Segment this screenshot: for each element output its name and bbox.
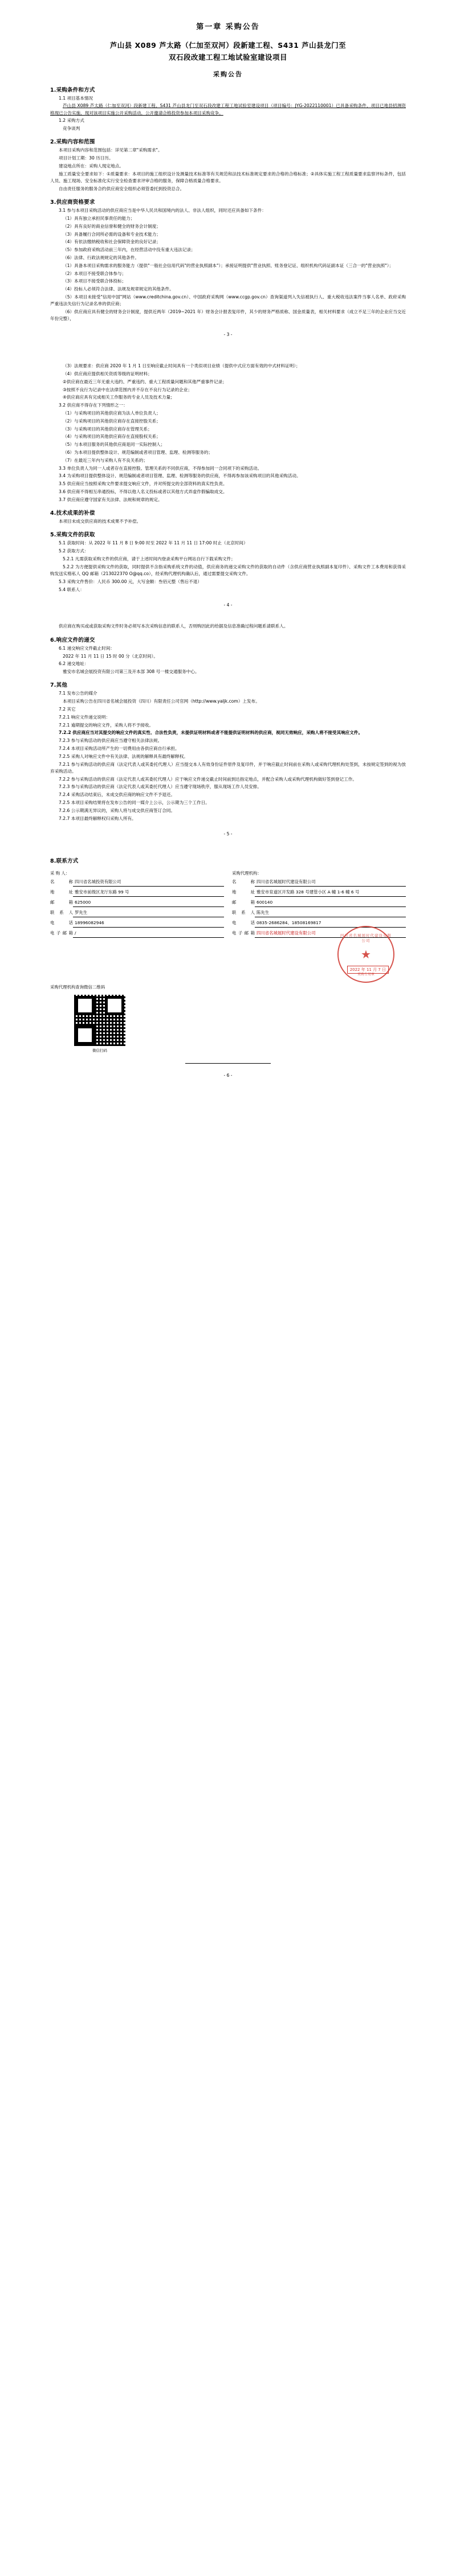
para: 项目计划工期：30 历日历。 [59,155,113,161]
para: 7.2.1 响应文件递交说明： [59,714,111,720]
para: （5）本项目未接受"信用中国"网站（www.creditchina.gov.cn）、中国政府采购网（www.ccgp.gov.cn）查询渠道列入失信被执行人、重大税收违法案件当事人名单、政府采购严重违法失信行为记录名单的供应商； [50,294,406,307]
para: （2）本项目不接受联合体参与； [63,270,127,276]
field-label: 电话 [50,920,73,925]
field-label: 电话 [232,920,255,925]
page-1 [0,20,456,337]
para: 3.6 供应商不得相互串通投标，不得以他人名义投标或者以其他方式弄虚作假骗取成交。 [59,489,227,494]
field-label: 名称 [50,879,73,884]
contact-row [232,910,406,917]
para: 7.2.4 采购活动结束后，未成交供应商的响应文件不予退还。 [59,792,175,798]
para: 6.2 递交地址： [59,661,89,667]
field-label: 联系人 [50,909,73,915]
para: （4）供应商应提供相关资质等级的证明材料； [63,371,152,377]
page-number: - 5 - [223,831,233,836]
para: 建设地点所在：采购人现定地点。 [59,163,124,169]
page-number: - 4 - [223,602,233,608]
contact-row [50,889,224,897]
section-heading-1: 1.采购条件和方式 [50,87,95,93]
section-heading-3: 3.供应商资格要求 [50,199,95,206]
field-value: / [73,930,224,938]
document-subtitle: 采购公告 [213,70,243,78]
section-heading-5: 5.采购文件的获取 [50,532,95,539]
para: （6）为本项目提供整体设计、规范编制或者项目管理、监理、检测等服务的； [63,449,213,455]
agency-column [232,870,406,975]
contact-heading: 8.联系方式 [50,858,79,864]
para: （3）与采购项目的其他供应商存在管理关系； [63,426,152,432]
para: （1）具备本项目采购需求的服务能力（提供"一般社会信用代码"的营业执照副本"）；承接证明提供"营业执照、账务登记证、组织机构代码证副本证（三合一的"营业执照"）； [63,262,394,268]
section-heading-2: 2.采购内容和范围 [50,139,95,146]
para: 3.7 供应商应遵守国家有关法律、法规和规章的规定。 [59,497,162,502]
para: 1.1 项目基本情况 [59,95,93,101]
para: （6）供应商应具有健全的财务会计制度，提供近两年（2019~2021 年）财务会计报表复印件，其少的财务严格质称、国金质量表，相关材料要求（成立不足三年的企业应当交近年份完整）， [50,309,406,322]
para: ④供应商应具有完成相关工作服务的专业人员及技术力量； [63,395,175,400]
para: 7.2.3 参与采购活动的供应商应当遵守相关法律法规。 [59,738,162,744]
para: （3）本项目不接受联合体投标； [63,278,127,284]
para: 7.2.4 本项目采购活动所产生的一切费用由各供应商自行承担。 [59,746,180,751]
para: 本项目未成交供应商的技术成果不予补偿。 [59,519,141,524]
para: 7.2.3 参与采购活动的供应商（法定代表人或其委托代理人）应当遵守现场秩序，服从现场工作人员安排。 [59,784,262,790]
para: ②供应商在最近三年无重大违约、严重违约、重大工程质量问题和其他严重事件记录； [63,379,227,384]
para: （5）与本项目服务的其他供应商是同一实际控制人； [63,442,165,448]
para: 7.2.5 本项目采购结果将在发布公告的同一媒介上公示，公示期为三个工作日。 [59,800,210,806]
contact-row [232,900,406,907]
page-3 [0,623,456,836]
seal-date: 2022 年 11 月 7 日 [347,966,389,974]
section-heading-4: 4.技术成果的补偿 [50,510,95,517]
page-number: - 3 - [223,331,233,337]
para: 2022 年 11 月 11 日 15 时 00 分（北京时间）。 [63,653,158,659]
section-heading-6: 6.响应文件的递交 [50,637,95,643]
para: 5.2.1 凡需获取采购文件的供应商，请于上述时间内登录采购平台网站自行下载采购文件； [63,556,235,561]
field-value: 18996082946 [73,920,224,928]
para: 1.2 采购方式 [59,118,84,124]
para: 施工质量安全要求如下：①质量要求：本项目的施工组织设计及测量技术标准等有关规范和法技术标准规定要求的合格的合格标准；②具体实施工程工程质量要求监察评标条件，包括人员、施工现场、安全标准化实行安全检查要求评审合格的服务，保障合格质量合格要求。 [50,171,406,184]
para: 3.2 供应商不得存在下列情形之一： [59,403,128,408]
field-value: 四川省名城展时代建设有限公司 [255,879,406,887]
field-value: 罗先生 [73,910,224,917]
contact-row [50,920,224,928]
section-heading-7: 7.其他 [50,682,68,689]
seal-star-icon: ★ [361,947,371,961]
field-label: 邮箱 [232,899,255,905]
para: （3）具备履行合同所必需的设备和专业技术能力； [63,231,161,237]
field-value: 0835-2686284、18508169817 [255,920,406,928]
para: （4）与采购项目的其他供应商存在直接股权关系； [63,434,161,440]
contact-row [232,889,406,897]
field-label: 电子邮箱 [232,930,255,936]
para: 7.2.6 公示期满无异议的，采购人将与成交供应商签订合同。 [59,807,175,813]
para: （3）法规要求：供应商 2020 年 1 月 1 日至响应截止时间具有一个类似项目业绩（提供中式应方面有效的中式材料证明）； [63,363,300,369]
title-line-2: 双石段改建工程工地试验室建设项目 [168,53,287,62]
contact-row [50,910,224,917]
chapter-title: 第一章 采购公告 [196,23,260,31]
field-label: 地址 [50,889,73,895]
document-page [0,20,456,1093]
field-value: 625000 [73,900,224,907]
page-4 [0,856,456,1078]
para: 本项目采购内容和范围包括：详见第二章"采购需求"。 [59,147,162,153]
para: 7.2.2 供应商应当对其提交的响应文件的真实性、合法性负责，未提供证明材料或者不能提供证明材料的供应商，视同无效响应，采购人将不接受其响应文件。 [59,730,363,736]
para: （4）有依法缴纳税收和社会保障资金的良好记录； [63,239,161,245]
contact-block [50,870,406,975]
para: （6）法律、行政法规规定的其他条件。 [63,255,139,261]
para: 3.4 为采购项目提供整体设计、规范编制或者项目管理、监理、检测等服务的供应商，不得再参加该采购项目的其他采购活动。 [59,473,301,479]
para: 7.2.1 逾期提交的响应文件，采购人将不予接收。 [59,722,154,728]
qr-label: 采购代理机构查询微信二维码 [50,984,105,990]
para: 3.3 单位负责人为同一人或者存在直接控股、管理关系的不同供应商，不得参加同一合同项下的采购活动。 [59,465,262,471]
para: 3.1 参与本项目采购活动的供应商应当是中华人民共和国境内的法人、非法人组织，同时还应具备如下条件： [59,208,266,214]
seal-bottom-text: 采购专用章 [357,972,374,977]
para: 5.3 采购文件售价：人民币 300.00 元，大写金额：叁佰元整（售后不退） [59,579,202,584]
para: 5.2.2 为方便提供采购文件的获取，同时提供不含指采购系统文件的动值，供应商务的递交采购文件的获取的自动件（含供应商营业执照副本复印件）、采购文件工本费用和获得采购发送实格私人 QQ 邮箱（213022370 O@qq.co），经采购代理机构确认后，通过需要提交采购文件。 [50,564,406,577]
official-seal-icon [337,926,394,983]
para: 7.2.5 采购人对响应文件中有关法律、法规的解释具有最终解释权。 [59,753,188,759]
para: 7.2.2 参与采购活动的供应商（法定代表人或其委托代理人）应于响应文件递交截止时间前到达指定地点，并配合采购人或采购代理机构做好签到登记工作。 [59,776,357,782]
purchaser-column [50,870,224,975]
contact-row [50,900,224,907]
field-label: 名称 [232,879,255,884]
para: （1）具有独立承担民事责任的能力； [63,216,135,221]
document-title [62,39,394,64]
contact-row [50,930,224,938]
para: （4）投标人必须符合法律、法规及规章规定的其他条件。 [63,286,174,292]
field-value: 雅安市前级区龙厅东路 99 号 [73,889,224,897]
page-2 [0,363,456,608]
purchaser-label: 采 购 人： [50,870,70,876]
divider [185,1063,271,1064]
para: 3.5 供应商应当按照采购文件要求提交响应文件，并对所提交的全部资料的真实性负责。 [59,481,227,487]
para: 供应商在购买或或获取采购文件时务必须写本次采购信息的联系人，否则购因此的给据及信息准确过程问题系请联系人。 [59,624,288,629]
para: 芦山县 X089 芦太路（仁加至双河）段新建工程、S431 芦山县龙门至双石段改建工程工地试验室建设项目（项目编号：JYG-2022110001）已具备采购条件，项目已地县招测资格现已公告实施，现对该项目实施公开采购活动，公开邀请合格投资参加本项目采购竞争。 [50,103,406,116]
para: 5.2 获取方式： [59,548,89,554]
para: （7）在最近三年内与采购人有不良关系的； [63,457,148,463]
field-label: 联系人 [232,909,255,915]
field-label: 地址 [232,889,255,895]
page-number: - 6 - [223,1072,233,1078]
field-label: 电子邮箱 [50,930,73,936]
para: 7.2.7 本项目最终解释权归采购人所有。 [59,815,136,821]
field-value: 陈先生 [255,910,406,917]
para: 7.2 其它 [59,707,76,712]
field-value: 600140 [255,900,406,907]
para: 5.4 联系人： [59,586,84,592]
title-line-1: 芦山县 X089 芦太路（仁加至双河）段新建工程、S431 芦山县龙门至 [109,41,347,50]
para: 本项目采购公告在四川省名城会展投资（四川）有限责任公司官网（http://www.yaljk.com）上发布。 [63,699,260,704]
para: 7.1 发布公告的媒介 [59,691,97,696]
field-value: 四川省名城投资有限公司 [73,879,224,887]
para: 5.1 获取时间：从 2022 年 11 月 8 日 9:00 时至 2022 年 11 月 11 日 17:00 时止（北京时间） [59,540,248,546]
agency-label: 采购代理机构： [232,870,262,876]
para: 6.1 递交响应文件截止时间： [59,645,115,651]
para: ③按照不良行为记录中在法律范围内并不存在不良行为记录的企业； [63,387,193,392]
field-value: 雅安市育道区开发路 328 号建管小区 A 幢 1-6 幢 6 号 [255,889,406,897]
contact-row [232,920,406,928]
field-label: 邮箱 [50,899,73,905]
para: （1）与采购项目的其他供应商为法人单位负责人； [63,411,161,416]
para: （5）参加政府采购活动前三年内，在经营活动中没有重大违法记录； [63,247,196,253]
para: 7.2.1 参与采购活动的供应商（法定代表人或其委托代理人）应当提交本人有效身份证件原件及复印件，并于响应截止时间前在采购人或采购代理机构处签到，未按规定签到的视为放弃采购活动。 [50,761,406,774]
para: （2）与采购项目的其他供应商存在直接控股关系； [63,418,161,424]
contact-row [50,879,224,887]
qr-caption: 微信扫码 [92,1048,107,1053]
field-value: 四川省名城展时代建设有限公司 [255,930,406,938]
para: 竞争谈判 [63,126,80,132]
para: 自由责任服务的服务合约供应商安全组织必须管委托到投资总合。 [59,186,185,191]
contact-row [232,879,406,887]
para: 雅安市名城会展投资有限公司第三及开本部 308 号一楼交通服务中心。 [63,669,199,675]
para: （2）具有良好的商业信誉和健全的财务会计制度； [63,223,161,229]
qr-code-icon [74,995,125,1046]
seal-top-text: 四川省名城展时代建设有限公司 [340,933,392,943]
